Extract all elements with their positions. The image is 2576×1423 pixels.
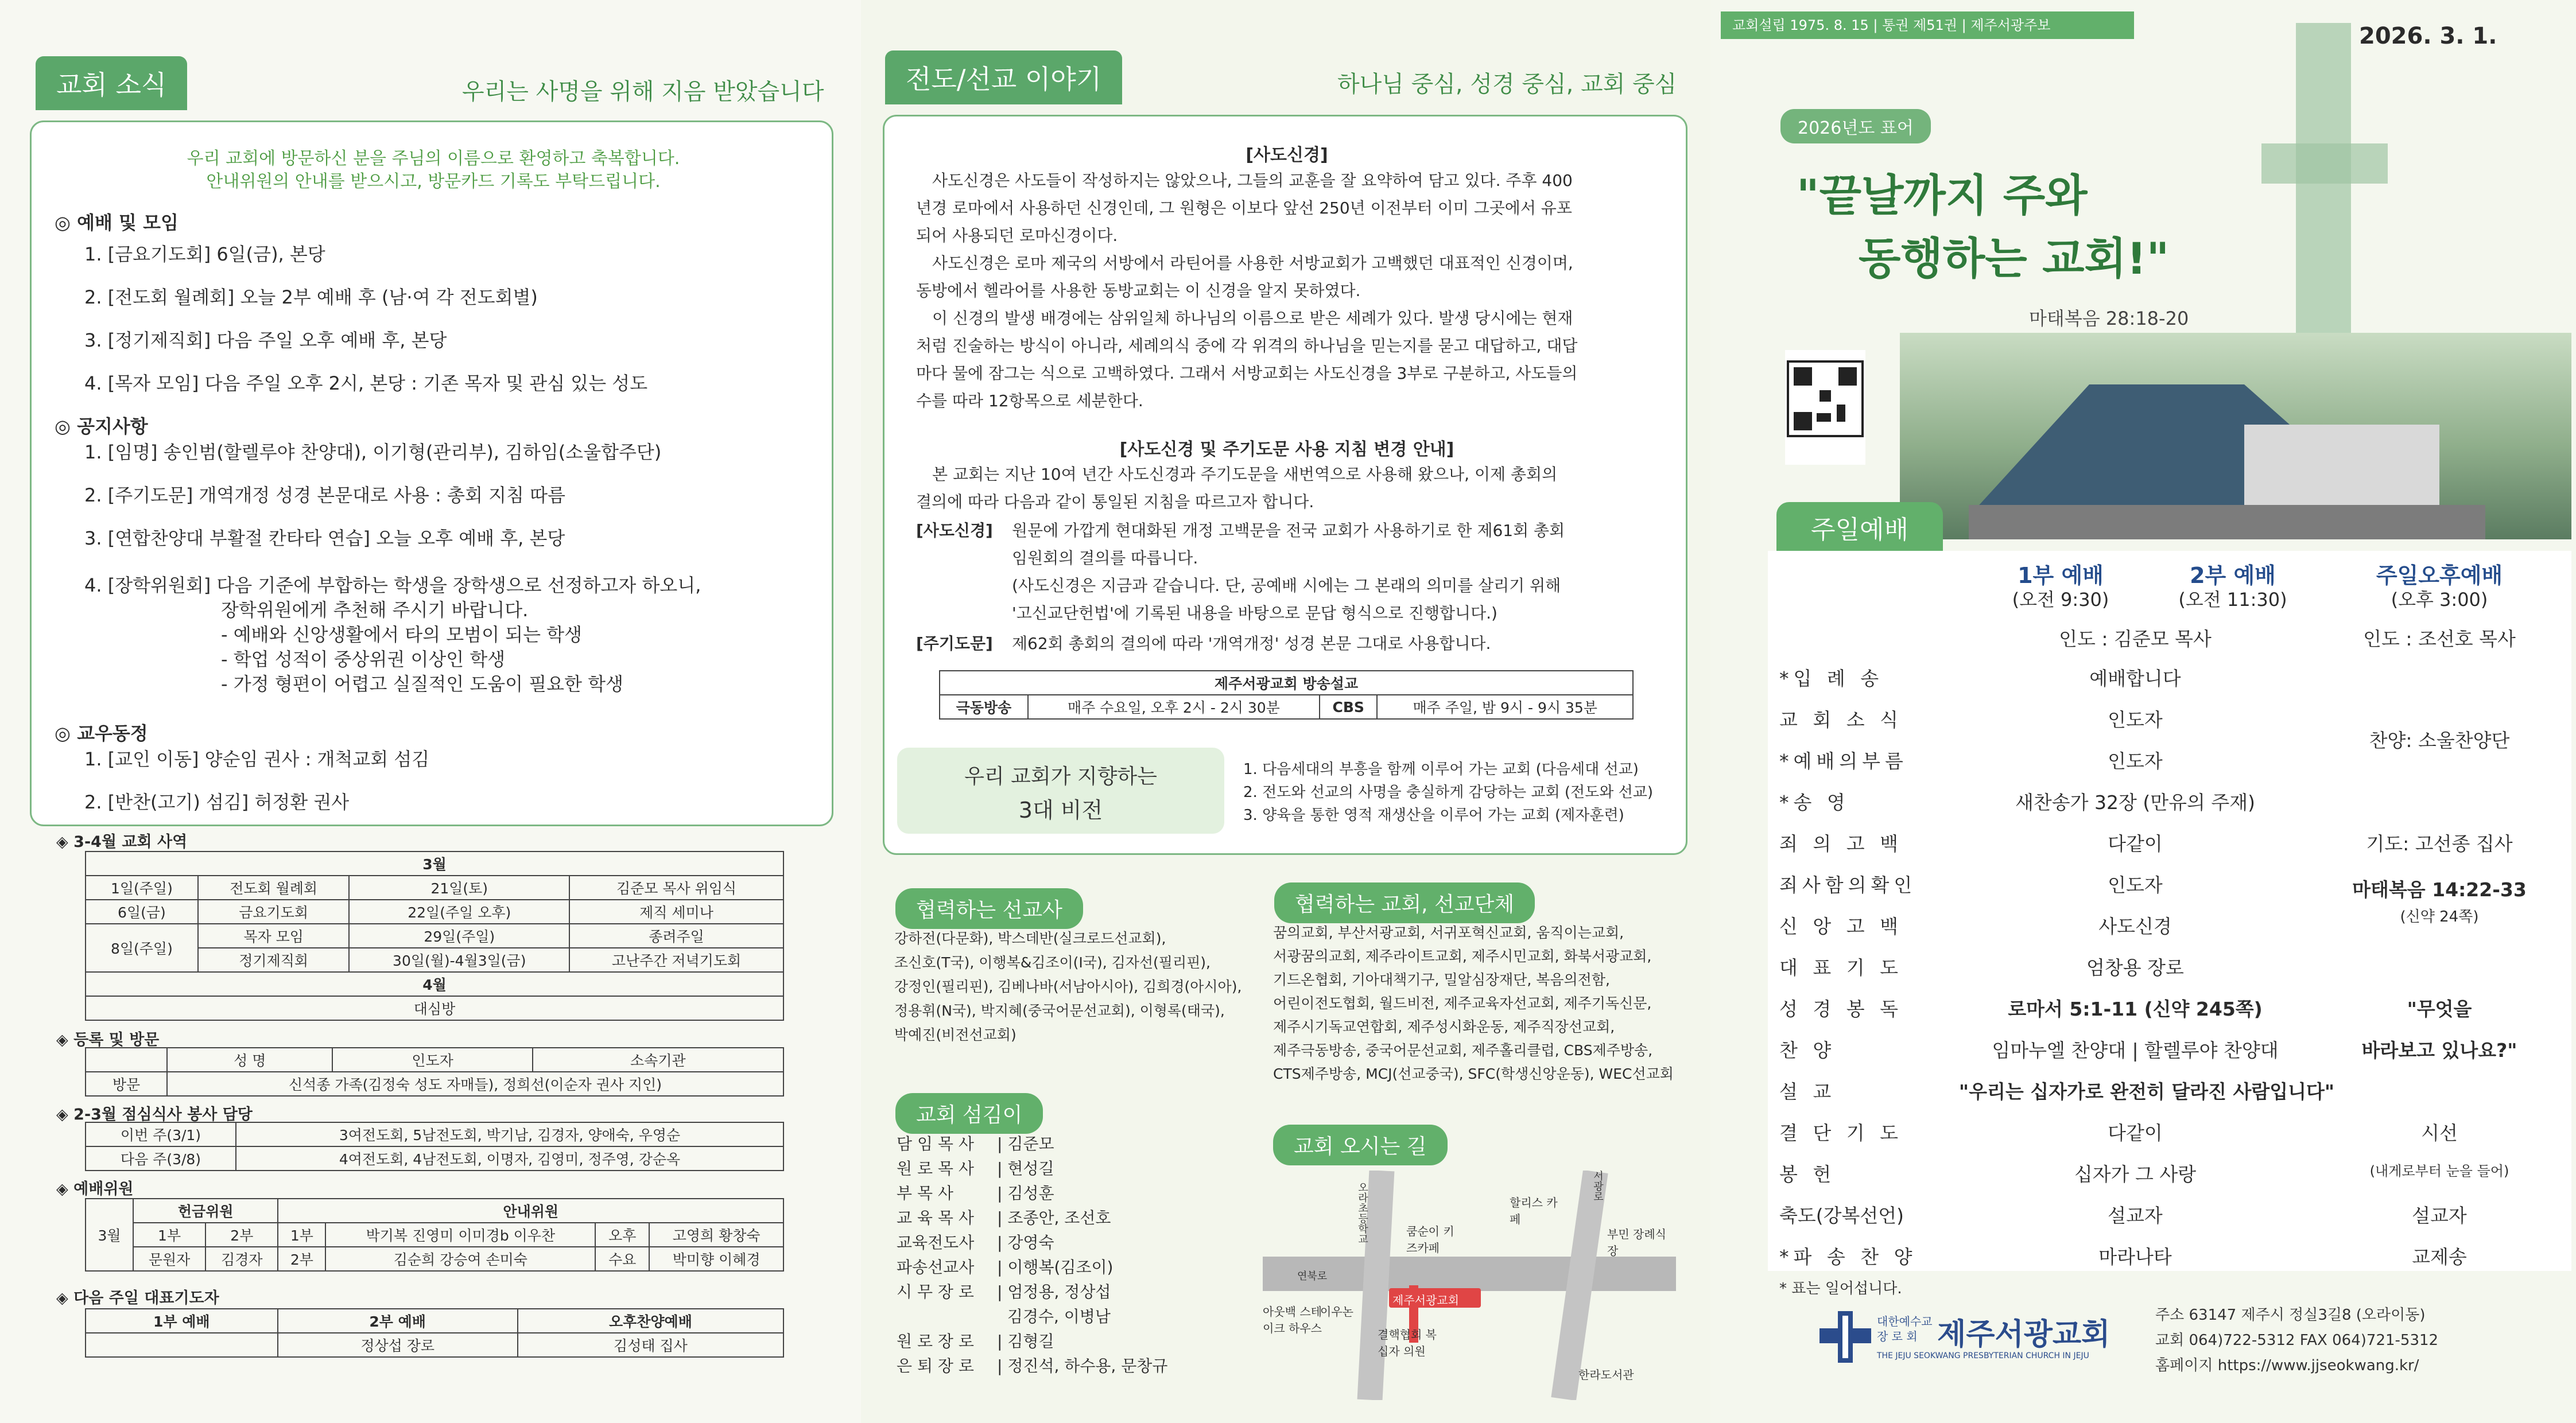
cell: 김경자 — [205, 1247, 278, 1271]
row-label: *예배의부름 — [1779, 750, 1908, 772]
row-content: 마라나타 — [2098, 1246, 2172, 1268]
cell: 4여전도회, 4남전도회, 이명자, 김영미, 정주영, 강순옥 — [236, 1146, 783, 1171]
map-label: 오라초등학교 — [1356, 1182, 1368, 1244]
schedule-table — [85, 851, 784, 1021]
text-line: 조신호(T국), 이행복&김조이(I국), 김자선(필리핀), — [894, 954, 1211, 971]
row-afternoon: 시선 — [2421, 1122, 2458, 1144]
row-label: 결 단 기 도 — [1779, 1122, 1903, 1144]
cell: 고난주간 저녁기도회 — [569, 948, 783, 972]
staff-names: 김경수, 이병남 — [1007, 1307, 1111, 1326]
denomination — [1877, 1314, 1933, 1344]
footnote: * 표는 일어섭니다. — [1779, 1280, 1902, 1297]
row-content: 새찬송가 32장 (만유의 주재) — [2015, 791, 2255, 814]
creed-note — [1012, 517, 1672, 627]
directions-map — [1263, 1171, 1676, 1400]
cell: 이번 주(3/1) — [86, 1122, 236, 1146]
cell: 3월 — [86, 1199, 133, 1271]
row-afternoon: 바라보고 있나요?" — [2361, 1039, 2517, 1062]
cell: 매주 주일, 밤 9시 - 9시 35분 — [1377, 695, 1633, 719]
slogan-line-1: "끝날까지 주와 — [1797, 170, 2088, 221]
staff-row: 파송선교사 | 이행복(김조이) — [897, 1255, 1167, 1280]
text-line: CTS제주방송, MCJ(선교중국), SFC(학생신앙운동), WEC선교회 — [1273, 1066, 1674, 1082]
cell: 정상섭 장로 — [278, 1333, 518, 1357]
cell: 정기제직회 — [198, 948, 350, 972]
prayer-note-label: [주기도문] — [916, 634, 993, 653]
text-line: '고신교단헌법'에 기록된 내용을 바탕으로 문답 형식으로 진행합니다.) — [1012, 604, 1498, 623]
row-afternoon: (내게로부터 눈을 들어) — [2369, 1163, 2509, 1179]
cell: 제주서광교회 방송설교 — [940, 671, 1633, 695]
cell: 인도자 — [332, 1048, 532, 1072]
text-line: 어린이전도협회, 월드비전, 제주교육자선교회, 제주기독신문, — [1273, 995, 1652, 1012]
contact-info — [2155, 1303, 2438, 1378]
cell: 6일(금) — [86, 900, 198, 924]
cell: 다음 주(3/8) — [86, 1146, 236, 1171]
creed-box — [883, 115, 1687, 855]
year-motto-badge: 2026년도 표어 — [1780, 109, 1931, 143]
worship-row — [1768, 1111, 2560, 1153]
text-line: 본 교회는 지난 10여 년간 사도신경과 주기도문을 새번역으로 사용해 왔으나, 이제 총회의 — [932, 465, 1558, 484]
worship-order — [1768, 551, 2571, 1271]
staff-names: 이행복(김조이) — [1007, 1258, 1114, 1277]
map-label: 결핵협회 복십자 의원 — [1378, 1328, 1437, 1358]
worship-row — [1768, 987, 2560, 1029]
schedule-title: ◈ 3-4월 교회 사역 — [56, 833, 188, 851]
row-content: 설교자 — [2108, 1204, 2163, 1227]
row-label: 찬 양 — [1779, 1039, 1836, 1062]
denomination-line: 대한예수교 — [1877, 1315, 1933, 1328]
row-label: *송 영 — [1779, 791, 1850, 814]
vision-line-2: 3대 비전 — [1018, 798, 1103, 823]
text-line: 사도신경은 사도들이 작성하지는 않았으나, 그들의 교훈을 잘 요약하여 담고 있다. 주후 400 — [932, 171, 1573, 190]
cell: 8일(주일) — [86, 924, 198, 972]
row-content: "우리는 십자가로 완전히 달라진 사람입니다" — [1958, 1080, 2335, 1103]
section-worship: ◎ 예배 및 모임 — [55, 212, 179, 234]
worship-row — [1768, 864, 2560, 905]
staff-role: 파송선교사 — [897, 1258, 975, 1277]
row-label: *파 송 찬 양 — [1779, 1246, 1917, 1268]
month-header: 3월 — [86, 852, 783, 876]
cell: 오후 — [595, 1223, 649, 1247]
worship-row — [1768, 905, 2560, 946]
cell: CBS — [1320, 695, 1377, 719]
section-notices: ◎ 공지사항 — [55, 415, 148, 437]
cell: 금요기도회 — [198, 900, 350, 924]
map-label: 연북로 — [1297, 1270, 1328, 1282]
staff-row: 원 로 목 사 | 현성길 — [897, 1156, 1167, 1181]
list-item: 2. 전도와 선교의 사명을 충실하게 감당하는 교회 (전도와 선교) — [1243, 784, 1653, 801]
news-item: 4. [장학위원회] 다음 기준에 부합하는 학생을 장학생으로 선정하고자 하오니, — [84, 574, 701, 596]
staff-names: 현성길 — [1007, 1159, 1054, 1178]
staff-row: 부 목 사 | 김성훈 — [897, 1181, 1167, 1206]
map-label-church: 제주서광교회 — [1392, 1293, 1459, 1307]
staff-list — [897, 1132, 1167, 1378]
map-label: 할리스 카페 — [1510, 1196, 1558, 1226]
staff-names: 조종안, 조선호 — [1007, 1208, 1111, 1227]
worship-row — [1768, 781, 2560, 822]
cell: 2부 — [278, 1247, 325, 1271]
text-line: 제주극동방송, 중국어문선교회, 제주홀리클럽, CBS제주방송, — [1273, 1042, 1653, 1059]
cell: 안내위원 — [278, 1199, 783, 1223]
text-line: 박예진(비전선교회) — [894, 1027, 1017, 1043]
church-logo-icon — [1820, 1311, 1871, 1363]
prayer-table — [85, 1308, 784, 1358]
text-line: 처럼 진술하는 방식이 아니라, 세례의식 중에 각 위격의 하나님을 믿는지를 묻고 대답하고, 대답 — [916, 336, 1578, 355]
staff-row: 교 육 목 사 | 조종안, 조선호 — [897, 1206, 1167, 1230]
phone-fax: 교회 064)722-5312 FAX 064)721-5312 — [2155, 1332, 2439, 1349]
row-content: 인도자 — [2108, 874, 2163, 896]
staff-role: 시 무 장 로 — [897, 1282, 974, 1301]
staff-names: 김성훈 — [1007, 1184, 1054, 1203]
homepage-link[interactable]: 홈페이지 https://www.jjseokwang.kr/ — [2155, 1357, 2419, 1374]
worship-row — [1768, 1194, 2560, 1235]
cell: 방문 — [86, 1072, 167, 1096]
staff-names: 김준모 — [1007, 1134, 1054, 1153]
church-news-panel — [0, 0, 861, 1423]
staff-row — [897, 1304, 1167, 1329]
mission-tab: 전도/선교 이야기 — [885, 50, 1122, 104]
cell: 1부 — [133, 1223, 205, 1247]
cell: 박미향 이혜경 — [649, 1247, 783, 1271]
news-item: 1. [금요기도회] 6일(금), 본당 — [84, 243, 325, 265]
broadcast-table — [939, 670, 1634, 720]
col-3-title: 주일오후예배 — [2376, 563, 2503, 588]
news-subitem: - 가정 형편이 어렵고 실질적인 도움이 필요한 학생 — [221, 673, 623, 695]
text-line: 년경 로마에서 사용하던 신경인데, 그 원형은 이보다 앞선 250년 이전부터 이미 그곳에서 유포 — [916, 199, 1572, 217]
missionaries-list — [894, 927, 1242, 1047]
cell: 신석종 가족(김정숙 성도 자매들), 정희선(이순자 권사 지인) — [167, 1072, 783, 1096]
col-2-time: (오전 11:30) — [2178, 589, 2287, 611]
staff-row: 원 로 장 로 | 김형길 — [897, 1329, 1167, 1354]
row-afternoon: 찬양: 소울찬양단 — [2369, 729, 2510, 752]
row-content: 다같이 — [2108, 833, 2163, 855]
church-photo — [1900, 333, 2571, 539]
col-2-title: 2부 예배 — [2190, 563, 2276, 588]
col-1-title: 1부 예배 — [2018, 563, 2104, 588]
worship-row — [1768, 1153, 2560, 1194]
bulletin-date: 2026. 3. 1. — [2359, 23, 2497, 49]
cell: 제직 세미나 — [569, 900, 783, 924]
staff-role: 담 임 목 사 — [897, 1134, 974, 1153]
map-label: 쿰순이 키즈카페 — [1406, 1224, 1454, 1255]
cell: 29일(주일) — [349, 924, 569, 948]
cell — [86, 1333, 278, 1357]
row-afternoon: (신약 24쪽) — [2400, 908, 2479, 926]
vision-badge — [897, 748, 1224, 834]
church-news-motto: 우리는 사명을 위해 지음 받았습니다 — [462, 79, 824, 105]
cell: 고영희 황창숙 — [649, 1223, 783, 1247]
text-line: 동방에서 헬라어를 사용한 동방교회는 이 신경을 알지 못하였다. — [916, 281, 1361, 300]
cell: 수요 — [595, 1247, 649, 1271]
row-content: 예배합니다 — [2089, 667, 2181, 690]
church-news-tab: 교회 소식 — [36, 56, 187, 110]
cell: 소속기관 — [533, 1048, 783, 1072]
row-label: 죄사함의확인 — [1779, 874, 1917, 896]
church-name: 제주서광교회 — [1937, 1317, 2111, 1352]
guideline-paragraph — [916, 461, 1674, 516]
text-line: 마다 물에 잠그는 식으로 고백하였다. 그래서 서방교회는 사도신경을 3부로 구분하고, 사도들의 — [916, 364, 1578, 383]
text-line: 꿈의교회, 부산서광교회, 서귀포혁신교회, 움직이는교회, — [1273, 924, 1624, 941]
news-item: 2. [반찬(고기) 섬김] 허정환 권사 — [84, 791, 350, 813]
church-name-en: THE JEJU SEOKWANG PRESBYTERIAN CHURCH IN JEJU — [1877, 1351, 2089, 1360]
welcome-line-2: 안내위원의 안내를 받으시고, 방문카드 기록도 부탁드립니다. — [206, 172, 661, 192]
text-line: 이 신경의 발생 배경에는 삼위일체 하나님의 이름으로 받은 세례가 있다. 발생 당시에는 현재 — [932, 309, 1573, 328]
missionaries-pill: 협력하는 선교사 — [895, 888, 1083, 929]
news-subitem: - 예배와 신앙생활에서 타의 모범이 되는 학생 — [221, 624, 582, 646]
row-afternoon: "무엇을 — [2407, 998, 2472, 1020]
row-content: 임마누엘 찬양대 | 할렐루야 찬양대 — [1992, 1039, 2279, 1062]
staff-pill: 교회 섬김이 — [895, 1093, 1043, 1134]
cell: 3여전도회, 5남전도회, 박기남, 김경자, 양애숙, 우영순 — [236, 1122, 783, 1146]
news-item: 1. [임명] 송인범(할렐루야 찬양대), 이기형(관리부), 김하임(소울합주단) — [84, 441, 662, 463]
text-line: 서광꿈의교회, 제주라이트교회, 제주시민교회, 화북서광교회, — [1273, 948, 1652, 965]
news-item: 3. [정기제직회] 다음 주일 오후 예배 후, 본당 — [84, 329, 447, 351]
qr-code-icon[interactable] — [1785, 350, 1865, 465]
cell: 2부 — [205, 1223, 278, 1247]
staff-role: 원 로 목 사 — [897, 1159, 974, 1178]
section-members: ◎ 교우동정 — [55, 722, 148, 744]
staff-role: 교육전도사 — [897, 1233, 975, 1252]
directions-pill: 교회 오시는 길 — [1273, 1125, 1448, 1165]
registration-title: ◈ 등록 및 방문 — [56, 1031, 160, 1049]
row-label: 설 교 — [1779, 1080, 1836, 1103]
cell: 박기복 진영미 이미경b 이우찬 — [325, 1223, 595, 1247]
staff-role: 부 목 사 — [897, 1184, 953, 1203]
row-content: 로마서 5:1-11 (신약 245쪽) — [2008, 998, 2263, 1020]
map-label: 아웃백 스테이크 하우스 — [1263, 1305, 1322, 1335]
cell: 전도회 월례회 — [198, 876, 350, 900]
cell: 1부 예배 — [86, 1309, 278, 1333]
cell: 1부 — [278, 1223, 325, 1247]
text-line: 기드온협회, 기아대책기구, 밀알심장재단, 복음의전함, — [1273, 971, 1610, 988]
lunch-table — [85, 1122, 784, 1171]
prayer-title: ◈ 다음 주일 대표기도자 — [56, 1289, 219, 1307]
leader-3: 인도 : 조선호 목사 — [2363, 628, 2516, 650]
staff-names: 정진석, 하수용, 문창규 — [1007, 1356, 1168, 1375]
cell: 김준모 목사 위임식 — [569, 876, 783, 900]
row-content: 엄창용 장로 — [2086, 957, 2184, 979]
row-afternoon: 교제송 — [2412, 1246, 2467, 1268]
row-label: 교 회 소 식 — [1779, 709, 1903, 731]
row-content: 십자가 그 사랑 — [2074, 1163, 2197, 1185]
row-content: 다같이 — [2108, 1122, 2163, 1144]
staff-names: 김형길 — [1007, 1332, 1054, 1351]
map-label: 한라도서관 — [1578, 1368, 1634, 1382]
table-row — [86, 924, 783, 948]
row-content: 사도신경 — [2098, 915, 2172, 938]
row-afternoon: 설교자 — [2412, 1204, 2467, 1227]
top-info-bar: 교회설립 1975. 8. 15 | 통권 제51권 | 제주서광주보 — [1721, 11, 2134, 39]
row-label: 신 앙 고 백 — [1779, 915, 1903, 938]
cell: 문원자 — [133, 1247, 205, 1271]
text-line: 수를 따라 12항목으로 세분한다. — [916, 391, 1143, 410]
month-header: 4월 — [86, 972, 783, 996]
usher-table — [85, 1198, 784, 1272]
cell: 1일(주일) — [86, 876, 198, 900]
creed-paragraph — [916, 167, 1674, 415]
staff-role: 원 로 장 로 — [897, 1332, 974, 1351]
worship-row — [1768, 1070, 2560, 1111]
cover-panel — [1710, 0, 2576, 1423]
vision-line-1: 우리 교회가 지향하는 — [964, 765, 1157, 788]
staff-row: 시 무 장 로 | 엄정용, 정상섭 — [897, 1280, 1167, 1304]
cell: 목자 모임 — [198, 924, 350, 948]
text-line: 정용휘(N국), 박지혜(중국어문선교회), 이형록(태국), — [894, 1002, 1225, 1019]
creed-note-label: [사도신경] — [916, 521, 993, 540]
worship-row — [1768, 698, 2560, 752]
news-subitem: - 학업 성적이 중상위권 이상인 학생 — [221, 648, 506, 670]
text-line: 강정인(필리핀), 김베나바(서남아시아), 김희경(아시아), — [894, 978, 1242, 995]
row-content: 인도자 — [2108, 750, 2163, 772]
denomination-line: 장 로 회 — [1877, 1329, 1918, 1343]
row-label: 대 표 기 도 — [1779, 957, 1903, 979]
news-subitem: 장학위원에게 추천해 주시기 바랍니다. — [221, 599, 529, 621]
news-item: 3. [연합찬양대 부활절 칸타타 연습] 오늘 오후 예배 후, 본당 — [84, 527, 565, 549]
mission-motto: 하나님 중심, 성경 중심, 교회 중심 — [1337, 71, 1677, 98]
worship-tab: 주일예배 — [1776, 502, 1943, 553]
news-item: 1. [교인 이동] 양순임 권사 : 개척교회 섬김 — [84, 748, 430, 770]
staff-names: 강영숙 — [1007, 1233, 1054, 1252]
slogan-line-2: 동행하는 교회!" — [1859, 233, 2170, 284]
worship-row — [1768, 1029, 2560, 1070]
cell — [86, 1048, 167, 1072]
list-item: 3. 양육을 통한 영적 재생산을 이루어 가는 교회 (제자훈련) — [1243, 807, 1624, 824]
text-line: 제주시기독교연합회, 제주성시화운동, 제주직장선교회, — [1273, 1018, 1615, 1035]
staff-role: 교 육 목 사 — [897, 1208, 974, 1227]
news-item: 4. [목자 모임] 다음 주일 오후 2시, 본당 : 기존 목자 및 관심 있는 성도 — [84, 372, 648, 394]
cell: 극동방송 — [940, 695, 1028, 719]
text-line: 사도신경은 로마 제국의 서방에서 라틴어를 사용한 서방교회가 고백했던 대표적인 신경이며, — [932, 254, 1573, 273]
news-box — [30, 120, 833, 826]
row-label: 축도(강복선언) — [1779, 1204, 1904, 1227]
partner-orgs-list — [1273, 921, 1674, 1086]
cell: 김성태 집사 — [518, 1333, 783, 1357]
cell: 오후찬양예배 — [518, 1309, 783, 1333]
cell: 21일(토) — [349, 876, 569, 900]
slogan-verse: 마태복음 28:18-20 — [2029, 308, 2189, 329]
cell: 헌금위원 — [133, 1199, 278, 1223]
col-1-time: (오전 9:30) — [2012, 589, 2109, 611]
staff-row: 교육전도사 | 강영숙 — [897, 1230, 1167, 1255]
staff-row: 담 임 목 사 | 김준모 — [897, 1132, 1167, 1156]
welcome-line-1: 우리 교회에 방문하신 분을 주님의 이름으로 환영하고 축복합니다. — [187, 149, 680, 169]
partner-orgs-pill: 협력하는 교회, 선교단체 — [1274, 882, 1535, 923]
worship-row — [1768, 740, 2560, 781]
map-label: 부민 장례식장 — [1607, 1227, 1666, 1258]
guideline-heading: [사도신경 및 주기도문 사용 지침 변경 안내] — [1119, 440, 1454, 460]
row-afternoon: 마태복음 14:22-33 — [2352, 878, 2527, 901]
staff-role: 은 퇴 장 로 — [897, 1356, 974, 1375]
row-content: 인도자 — [2108, 709, 2163, 731]
lunch-title: ◈ 2-3월 점심식사 봉사 담당 — [56, 1106, 253, 1123]
cell: 성 명 — [167, 1048, 332, 1072]
row-afternoon: 기도: 고선종 집사 — [2366, 833, 2513, 855]
table-row — [86, 900, 783, 924]
usher-title: ◈ 예배위원 — [56, 1180, 134, 1198]
cell: 김순희 강승여 손미숙 — [325, 1247, 595, 1271]
cell: 2부 예배 — [278, 1309, 518, 1333]
worship-row — [1768, 657, 2560, 698]
text-line: 결의에 따라 다음과 같이 통일된 지침을 따르고자 합니다. — [916, 492, 1314, 511]
table-row — [86, 876, 783, 900]
col-3-time: (오후 3:00) — [2391, 589, 2488, 611]
worship-row — [1768, 822, 2560, 864]
vision-list — [1243, 758, 1653, 827]
text-line: 임원회의 결의를 따릅니다. — [1012, 549, 1198, 567]
creed-heading: [사도신경] — [1246, 145, 1328, 165]
worship-row — [1768, 1235, 2560, 1277]
list-item: 1. 다음세대의 부흥을 함께 이루어 가는 교회 (다음세대 선교) — [1243, 761, 1639, 778]
text-line: 원문에 가깝게 현대화된 개정 고백문을 전국 교회가 사용하기로 한 제61회 총회 — [1012, 521, 1565, 540]
leader-12: 인도 : 김준모 목사 — [2059, 628, 2212, 650]
text-line: 되어 사용되던 로마신경이다. — [916, 226, 1118, 245]
row-label: 성 경 봉 독 — [1779, 998, 1903, 1020]
staff-names: 엄정용, 정상섭 — [1007, 1282, 1111, 1301]
prayer-note: 제62회 총회의 결의에 따라 '개역개정' 성경 본문 그대로 사용합니다. — [1012, 634, 1491, 653]
cell: 종려주일 — [569, 924, 783, 948]
cell: 30일(월)-4월3일(금) — [349, 948, 569, 972]
mission-panel — [861, 0, 1710, 1423]
cell: 대심방 — [86, 996, 783, 1020]
registration-table — [85, 1047, 784, 1097]
row-label: 죄 의 고 백 — [1779, 833, 1903, 855]
staff-row: 은 퇴 장 로 | 정진석, 하수용, 문창규 — [897, 1354, 1167, 1378]
worship-row — [1768, 946, 2560, 987]
map-label: 서광로 — [1592, 1171, 1604, 1202]
text-line: (사도신경은 지금과 같습니다. 단, 공예배 시에는 그 본래의 의미를 살리기 위해 — [1012, 576, 1561, 595]
map-label: 이우논 — [1320, 1305, 1353, 1319]
cell: 22일(주일 오후) — [349, 900, 569, 924]
news-item: 2. [주기도문] 개역개정 성경 본문대로 사용 : 총회 지침 따름 — [84, 484, 565, 506]
cell: 매주 수요일, 오후 2시 - 2시 30분 — [1028, 695, 1320, 719]
address: 주소 63147 제주시 정실3길8 (오라이동) — [2155, 1307, 2426, 1324]
row-label: 봉 헌 — [1779, 1163, 1836, 1185]
text-line: 강하전(다문화), 박스데반(실크로드선교회), — [894, 930, 1166, 947]
row-label: *입 례 송 — [1779, 667, 1884, 690]
news-item: 2. [전도회 월례회] 오늘 2부 예배 후 (남·여 각 전도회별) — [84, 286, 538, 308]
